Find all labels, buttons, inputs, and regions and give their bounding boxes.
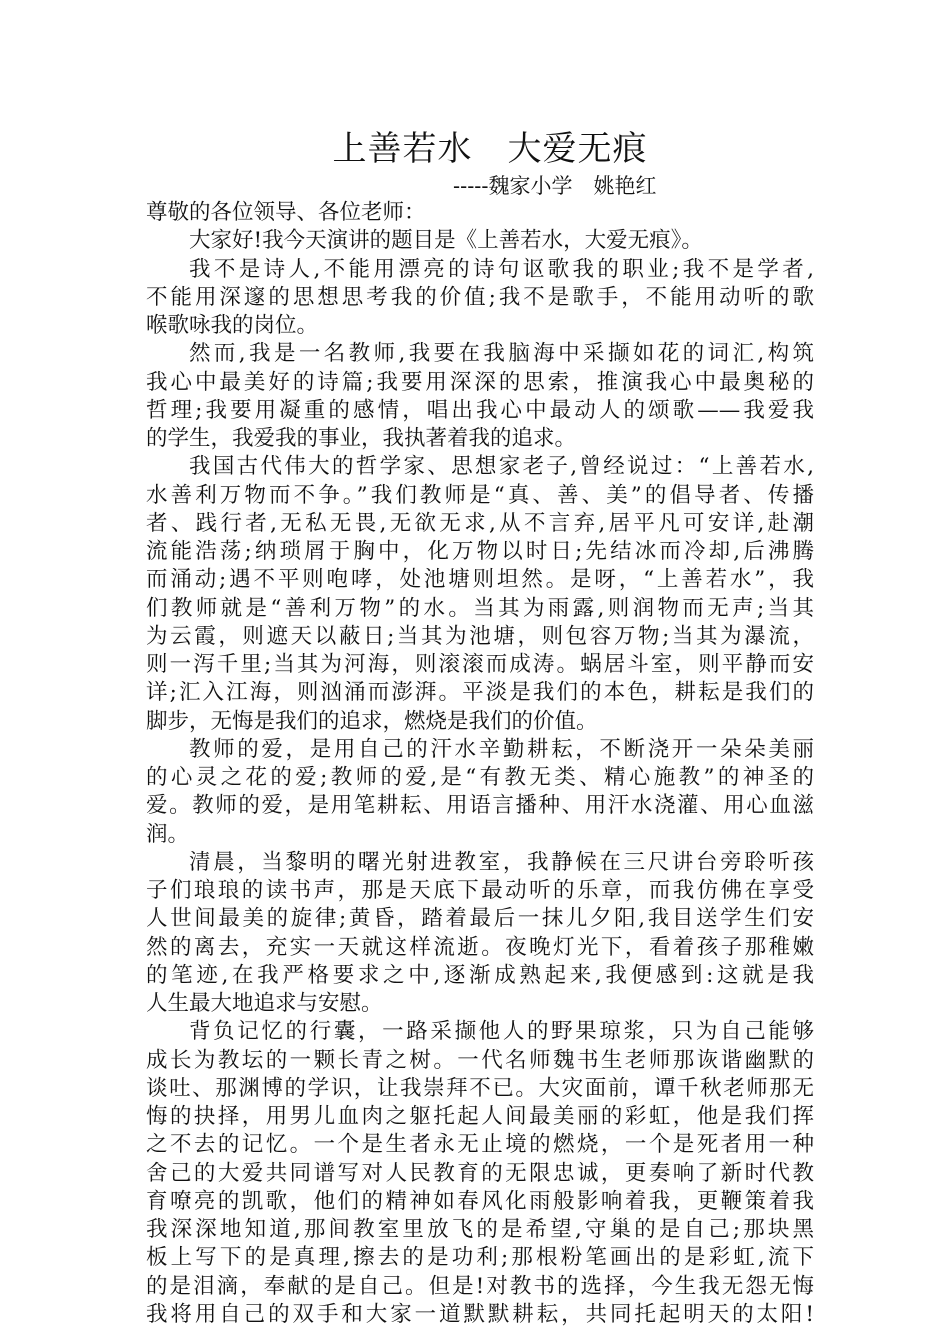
text-line: 之不去的记忆。一个是生者永无止境的燃烧，一个是死者用一种 — [146, 1132, 814, 1158]
text-line: 舍己的大爱共同谱写对人民教育的无限忠诚，更奏响了新时代教 — [146, 1160, 814, 1186]
document-title: 上善若水 大爱无痕 — [332, 129, 648, 169]
text-line: 尊敬的各位领导、各位老师： — [146, 200, 426, 225]
text-line: 的学生，我爱我的事业，我执著着我的追求。 — [146, 426, 577, 451]
text-line: 育嘹亮的凯歌，他们的精神如春风化雨般影响着我，更鞭策着我 — [146, 1188, 814, 1214]
text-line: 悔的抉择，用男儿血肉之躯托起人间最美丽的彩虹，他是我们挥 — [146, 1104, 814, 1129]
text-line: 然而,我是一名教师,我要在我脑海中采撷如花的词汇,构筑 — [189, 341, 814, 367]
text-line: 我心中最美好的诗篇;我要用深深的思索，推演我心中最奥秘的 — [146, 369, 814, 395]
text-line: 的是泪滴，奉献的是自己。但是!对教书的选择，今生我无怨无悔 — [146, 1273, 814, 1299]
document-byline: -----魏家小学 姚艳红 — [453, 174, 657, 198]
text-line: 谈吐、那渊博的学识，让我崇拜不已。大灾面前，谭千秋老师那无 — [146, 1075, 814, 1101]
text-line: 润。 — [146, 821, 190, 847]
text-line: 然的离去，充实一天就这样流逝。夜晚灯光下，看着孩子那稚嫩 — [146, 934, 814, 960]
text-line: 脚步，无悔是我们的追求，燃烧是我们的价值。 — [146, 708, 598, 734]
text-line: 我国古代伟大的哲学家、思想家老子,曾经说过：“上善若水, — [189, 454, 814, 480]
text-line: 人世间最美的旋律;黄昏，踏着最后一抹儿夕阳,我目送学生们安 — [146, 906, 814, 932]
text-line: 爱。教师的爱，是用笔耕耘、用语言播种、用汗水浇灌、用心血滋 — [146, 793, 814, 819]
text-line: 我将用自己的双手和大家一道默默耕耘，共同托起明天的太阳! — [146, 1301, 814, 1327]
text-line: 我深深地知道,那间教室里放飞的是希望,守巢的是自己;那块黑 — [146, 1217, 814, 1242]
text-line: 喉歌咏我的岗位。 — [146, 313, 319, 338]
text-line: 哲理;我要用凝重的感情，唱出我心中最动人的颂歌——我爱我 — [146, 397, 814, 423]
text-line: 为云霞，则遮天以蔽日;当其为池塘，则包容万物;当其为瀑流， — [146, 623, 814, 649]
text-line: 的心灵之花的爱;教师的爱,是“有教无类、精心施教”的神圣的 — [146, 765, 814, 790]
text-line: 成长为教坛的一颗长青之树。一代名师魏书生老师那诙谐幽默的 — [146, 1047, 814, 1073]
text-line: 者、践行者,无私无畏,无欲无求,从不言弃,居平凡可安详,赴潮 — [146, 510, 814, 536]
text-line: 而涌动;遇不平则咆哮，处池塘则坦然。是呀，“上善若水”，我 — [146, 567, 814, 593]
text-line: 我不是诗人,不能用漂亮的诗句讴歌我的职业;我不是学者, — [189, 256, 814, 282]
text-line: 大家好!我今天演讲的题目是《上善若水，大爱无痕》。 — [189, 228, 703, 254]
text-line: 们教师就是“善利万物”的水。当其为雨露,则润物而无声;当其 — [146, 595, 814, 621]
text-line: 流能浩荡;纳琐屑于胸中，化万物以时日;先结冰而冷却,后沸腾 — [146, 539, 814, 564]
speech-body — [146, 199, 814, 1329]
text-line: 不能用深邃的思想思考我的价值;我不是歌手，不能用动听的歌 — [146, 284, 814, 310]
text-line: 子们琅琅的读书声，那是天底下最动听的乐章，而我仿佛在享受 — [146, 878, 814, 903]
text-line: 板上写下的是真理,擦去的是功利;那根粉笔画出的是彩虹,流下 — [146, 1245, 814, 1271]
text-line: 清晨，当黎明的曙光射进教室，我静候在三尺讲台旁聆听孩 — [189, 849, 814, 875]
text-line: 水善利万物而不争。”我们教师是“真、善、美”的倡导者、传播 — [146, 482, 814, 508]
text-line: 背负记忆的行囊，一路采撷他人的野果琼浆，只为自己能够 — [189, 1019, 814, 1045]
text-line: 教师的爱，是用自己的汗水辛勤耕耘，不断浇开一朵朵美丽 — [189, 736, 814, 762]
text-line: 则一泻千里;当其为河海，则滚滚而成涛。蜗居斗室，则平静而安 — [146, 652, 814, 677]
text-line: 详;汇入江海，则汹涌而澎湃。平淡是我们的本色，耕耘是我们的 — [146, 680, 814, 706]
text-line: 人生最大地追求与安慰。 — [146, 991, 383, 1016]
text-line: 的笔迹,在我严格要求之中,逐渐成熟起来,我便感到:这就是我 — [146, 962, 814, 988]
